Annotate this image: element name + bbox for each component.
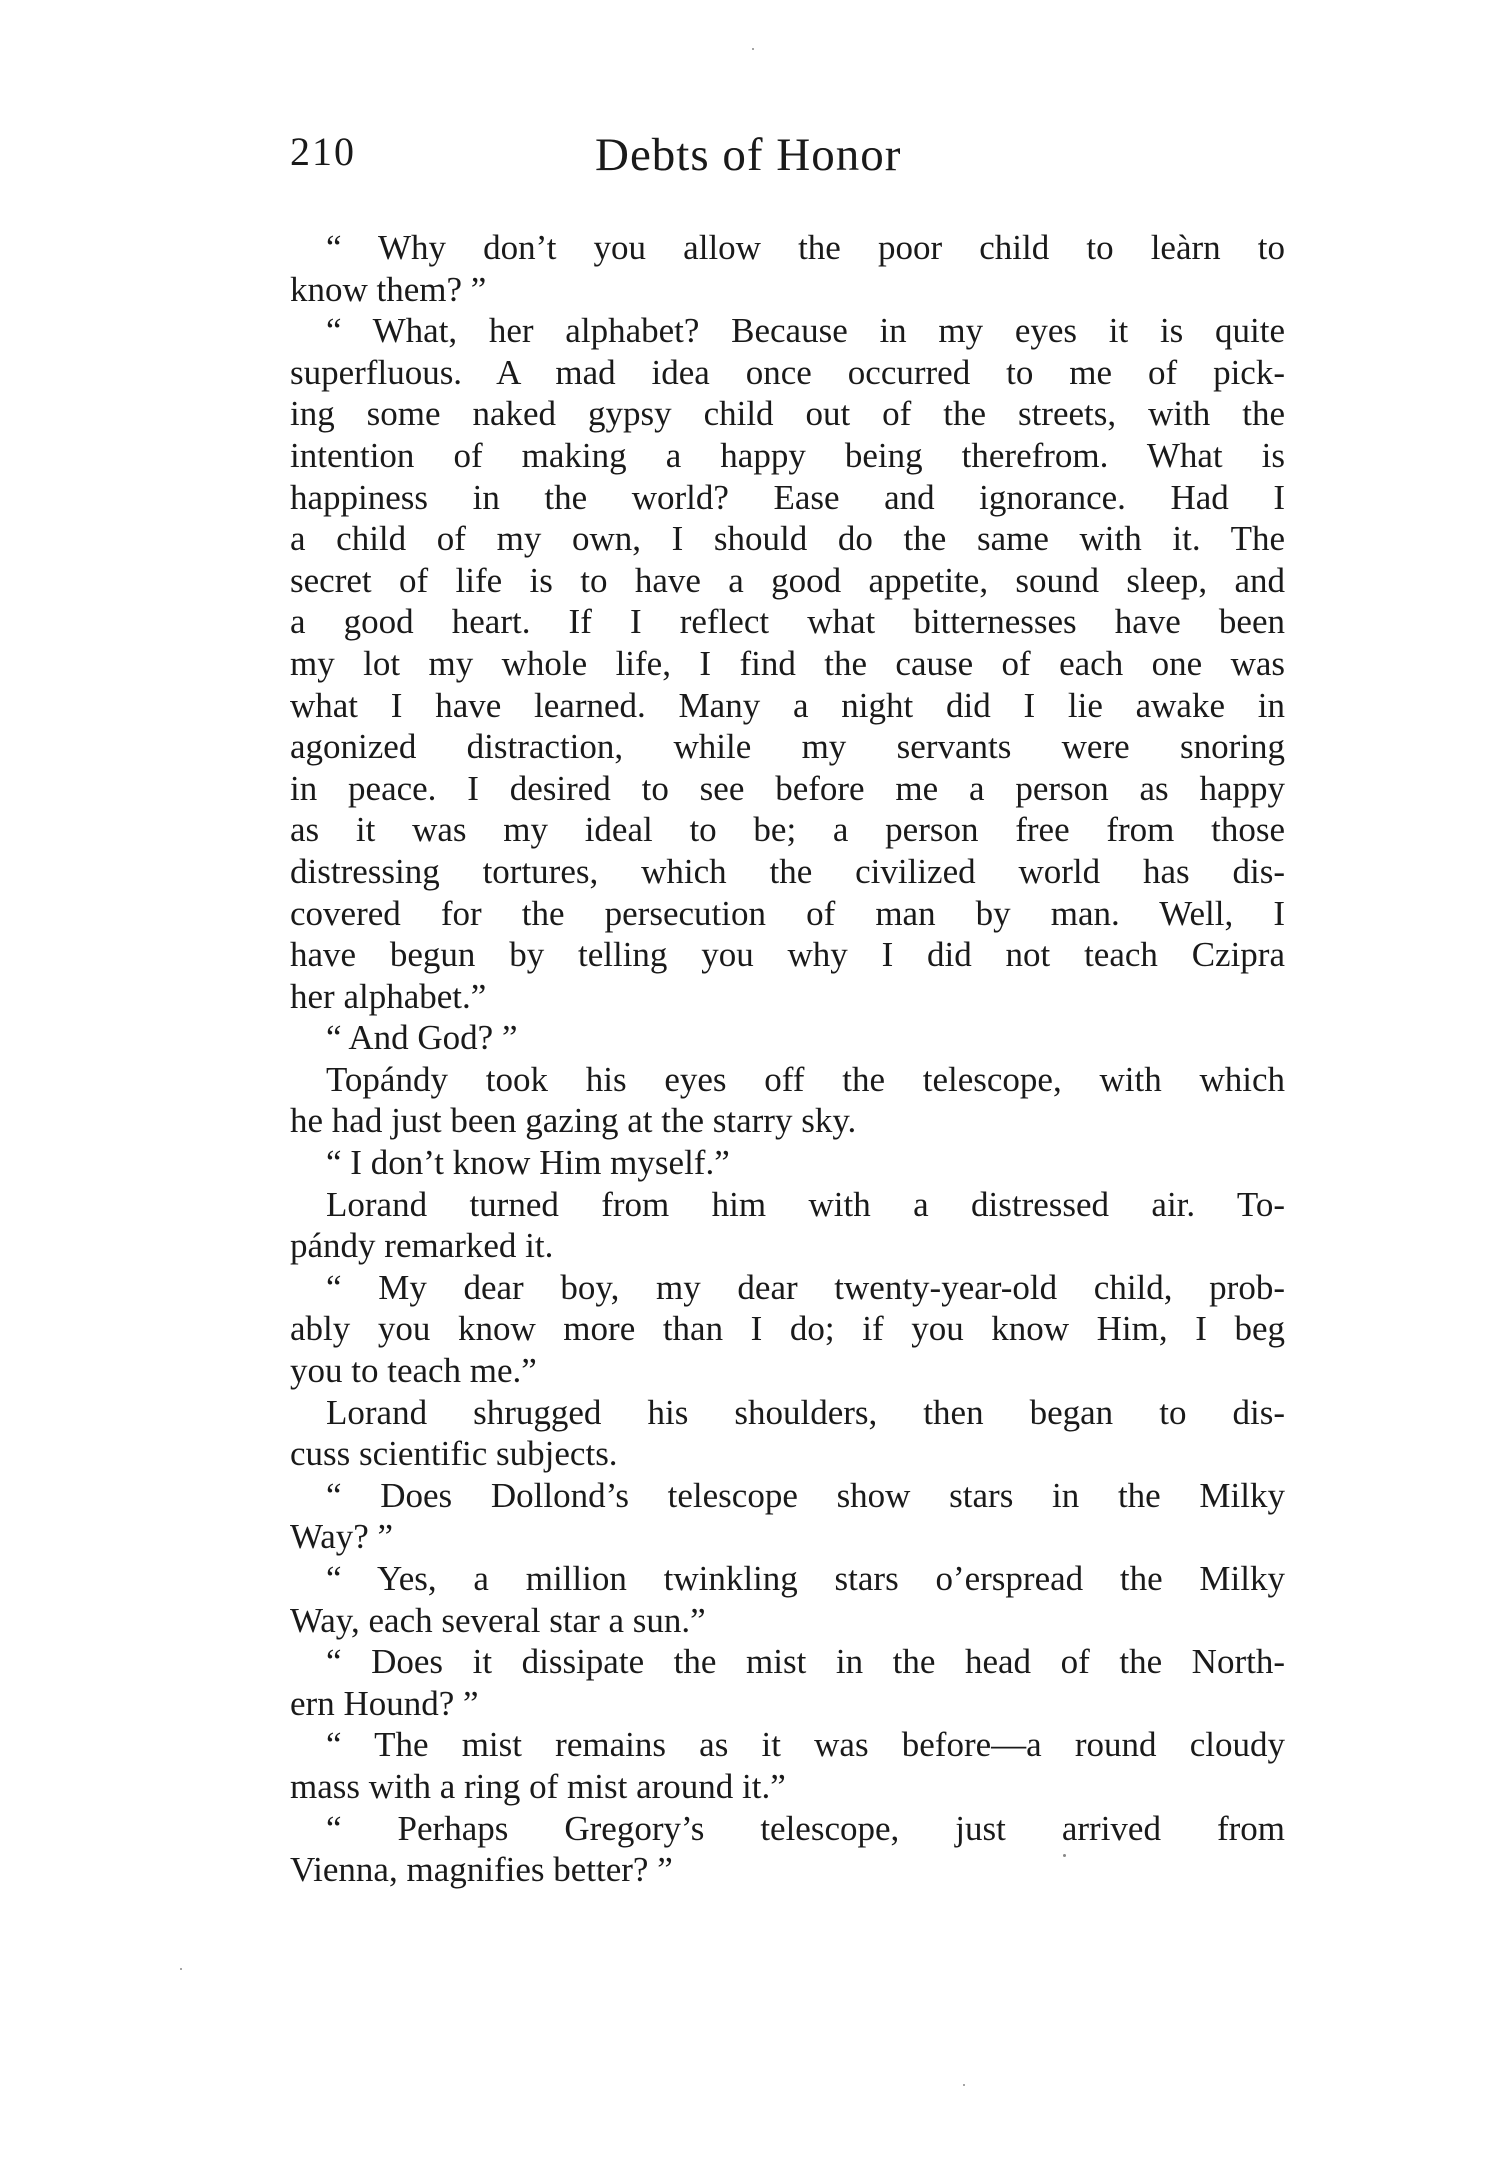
paragraph [290,1808,1285,1891]
print-speck [963,2084,965,2086]
text-line: he had just been gazing at the starry sky. [290,1101,857,1141]
text-line: “ And God? ” [326,1018,518,1058]
text-line: distressing tortures, which the civilized world has dis- [290,851,1285,891]
paragraph [290,310,1285,1017]
paragraph [290,1142,1285,1184]
paragraph [290,1558,1285,1641]
text-line: her alphabet.” [290,976,487,1016]
text-line: “ My dear boy, my dear twenty-year-old child, prob- [326,1267,1285,1307]
text-line: “ The mist remains as it was before—a round cloudy [326,1725,1285,1765]
paragraph [290,1267,1285,1392]
paragraph [290,1724,1285,1807]
text-line: cuss scientific subjects. [290,1434,618,1474]
page-number: 210 [290,129,356,174]
paragraph [290,1392,1285,1475]
text-line: intention of making a happy being therefrom. What is [290,435,1285,475]
text-line: “ Perhaps Gregory’s telescope, just arrived from [326,1808,1285,1848]
text-line: pándy remarked it. [290,1226,554,1266]
text-line: you to teach me.” [290,1351,537,1391]
text-line: ern Hound? ” [290,1683,479,1723]
text-line: in peace. I desired to see before me a person as happy [290,768,1285,808]
paragraph [290,1184,1285,1267]
body-text [290,227,1285,1891]
text-line: have begun by telling you why I did not teach Czipra [290,935,1285,975]
text-line: ably you know more than I do; if you know Him, I beg [290,1309,1285,1349]
paragraph [290,1059,1285,1142]
text-line: know them? ” [290,269,487,309]
text-line: Lorand shrugged his shoulders, then began to dis- [326,1392,1285,1432]
text-line: a child of my own, I should do the same with it. The [290,519,1285,559]
text-line: what I have learned. Many a night did I lie awake in [290,685,1285,725]
text-line: my lot my whole life, I find the cause of each one was [290,643,1285,683]
text-line: covered for the persecution of man by man. Well, I [290,893,1285,933]
text-line: happiness in the world? Ease and ignorance. Had I [290,477,1285,517]
print-speck [180,1968,182,1970]
text-line: a good heart. If I reflect what bitternesses have been [290,602,1285,642]
text-line: Vienna, magnifies better? ” [290,1850,673,1890]
text-line: Lorand turned from him with a distressed air. To- [326,1184,1285,1224]
text-line: “ Why don’t you allow the poor child to leàrn to [326,228,1285,267]
paragraph [290,1475,1285,1558]
text-line: ing some naked gypsy child out of the streets, with the [290,394,1285,434]
text-line: agonized distraction, while my servants were snoring [290,727,1285,767]
text-line: Way, each several star a sun.” [290,1600,706,1640]
text-line: secret of life is to have a good appetite, sound sleep, and [290,560,1285,600]
text-line: “ Yes, a million twinkling stars o’erspread the Milky [326,1559,1285,1598]
text-line: Topándy took his eyes off the telescope, with which [326,1059,1285,1099]
text-line: mass with a ring of mist around it.” [290,1766,786,1806]
text-line: “ I don’t know Him myself.” [326,1143,730,1183]
text-line: “ Does it dissipate the mist in the head of the North- [326,1642,1285,1682]
text-line: Way? ” [290,1517,394,1557]
text-line: “ What, her alphabet? Because in my eyes it is quite [326,311,1285,351]
running-head [290,128,1280,188]
print-speck [752,48,754,50]
paragraph [290,227,1285,310]
book-title: Debts of Honor [595,129,902,181]
paragraph [290,1017,1285,1059]
text-line: “ Does Dollond’s telescope show stars in the Milky [326,1475,1285,1515]
text-line: superfluous. A mad idea once occurred to me of pick- [290,352,1285,392]
print-speck [1063,1854,1066,1857]
paragraph [290,1641,1285,1724]
text-line: as it was my ideal to be; a person free from those [290,810,1285,850]
